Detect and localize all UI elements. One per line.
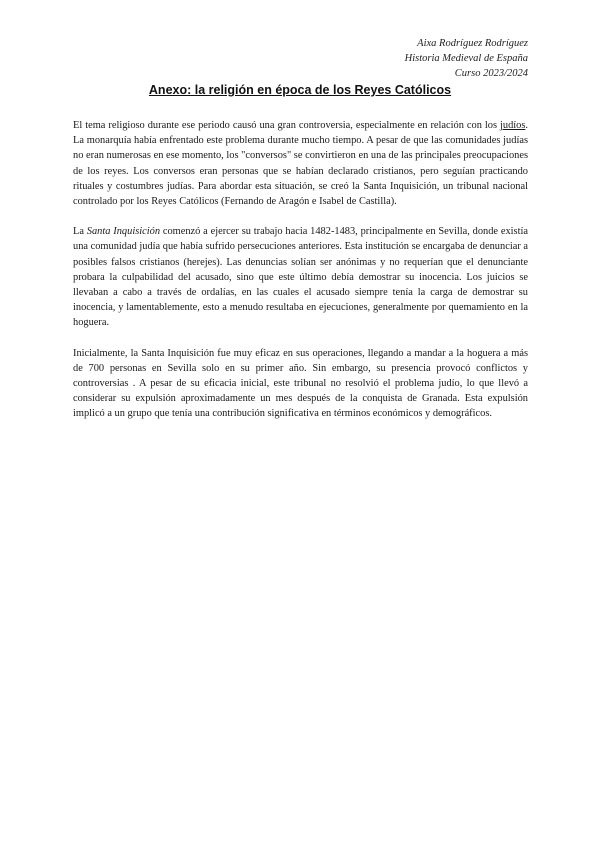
paragraph-2-text-a: La bbox=[73, 226, 87, 238]
course-name: Historia Medieval de España bbox=[404, 53, 528, 64]
document-header bbox=[405, 36, 528, 81]
document-body bbox=[73, 118, 528, 437]
judios-link[interactable]: judíos bbox=[499, 120, 526, 131]
paragraph-1-text-b: . La monarquía había enfrentado este problema durante mucho tiempo. A pesar de que las comunidades judías no eran numerosas en ese momento, los "conversos" se convirtieron en una de las principales preocupaciones de los reyes. Los conversos eran personas que se habían declarado cristianos, pero seguían practicando rituales y costumbres judías. Para abordar esta situación, se creó la Santa Inquisición, un tribunal nacional controlado por los Reyes Católicos (Fernando de Aragón e Isabel de Castilla). bbox=[73, 120, 528, 208]
paragraph-1-text-a: El tema religioso durante ese periodo causó una gran controversia, especialmente en relación con los bbox=[73, 120, 500, 131]
paragraph-3: Inicialmente, la Santa Inquisición fue muy eficaz en sus operaciones, llegando a mandar a la hoguera a más de 700 personas en Sevilla solo en su primer año. Sin embargo, su presencia provocó conflictos y controversias . A pesar de su eficacia inicial, este tribunal no resolvió el problema judío, lo que llevó a considerar su expulsión aproximadamente un mes después de la conquista de Granada. Esta expulsión implicó a un grupo que tenía una contribución significativa en términos económicos y demográficos. bbox=[73, 347, 528, 420]
academic-year: Curso 2023/2024 bbox=[454, 68, 528, 79]
author-name: Aixa Rodríguez Rodríguez bbox=[417, 38, 528, 49]
paragraph-2-text-b: comenzó a ejercer su trabajo hacia 1482-1483, principalmente en Sevilla, donde existía una comunidad judía que había sufrido persecuciones anteriores. Esta institución se encargaba de denunciar a posibles falsos cristianos (herejes). Las denuncias solían ser anónimas y no requerían que el denunciante probara la culpabilidad del acusado, sino que este último debía demostrar su inocencia. Los juicios se llevaban a cabo a través de ordalías, en las cuales el acusado siempre tenía la carga de demostrar su inocencia, y lamentablemente, esto a menudo resultaba en ejecuciones, generalmente por quemamiento en la hoguera. bbox=[73, 226, 528, 329]
paragraph-1 bbox=[73, 118, 528, 209]
paragraph-2 bbox=[73, 224, 528, 330]
document-title: Anexo: la religión en época de los Reyes Católicos bbox=[148, 83, 452, 97]
santa-inquisicion-emphasis: Santa Inquisición bbox=[86, 226, 161, 238]
